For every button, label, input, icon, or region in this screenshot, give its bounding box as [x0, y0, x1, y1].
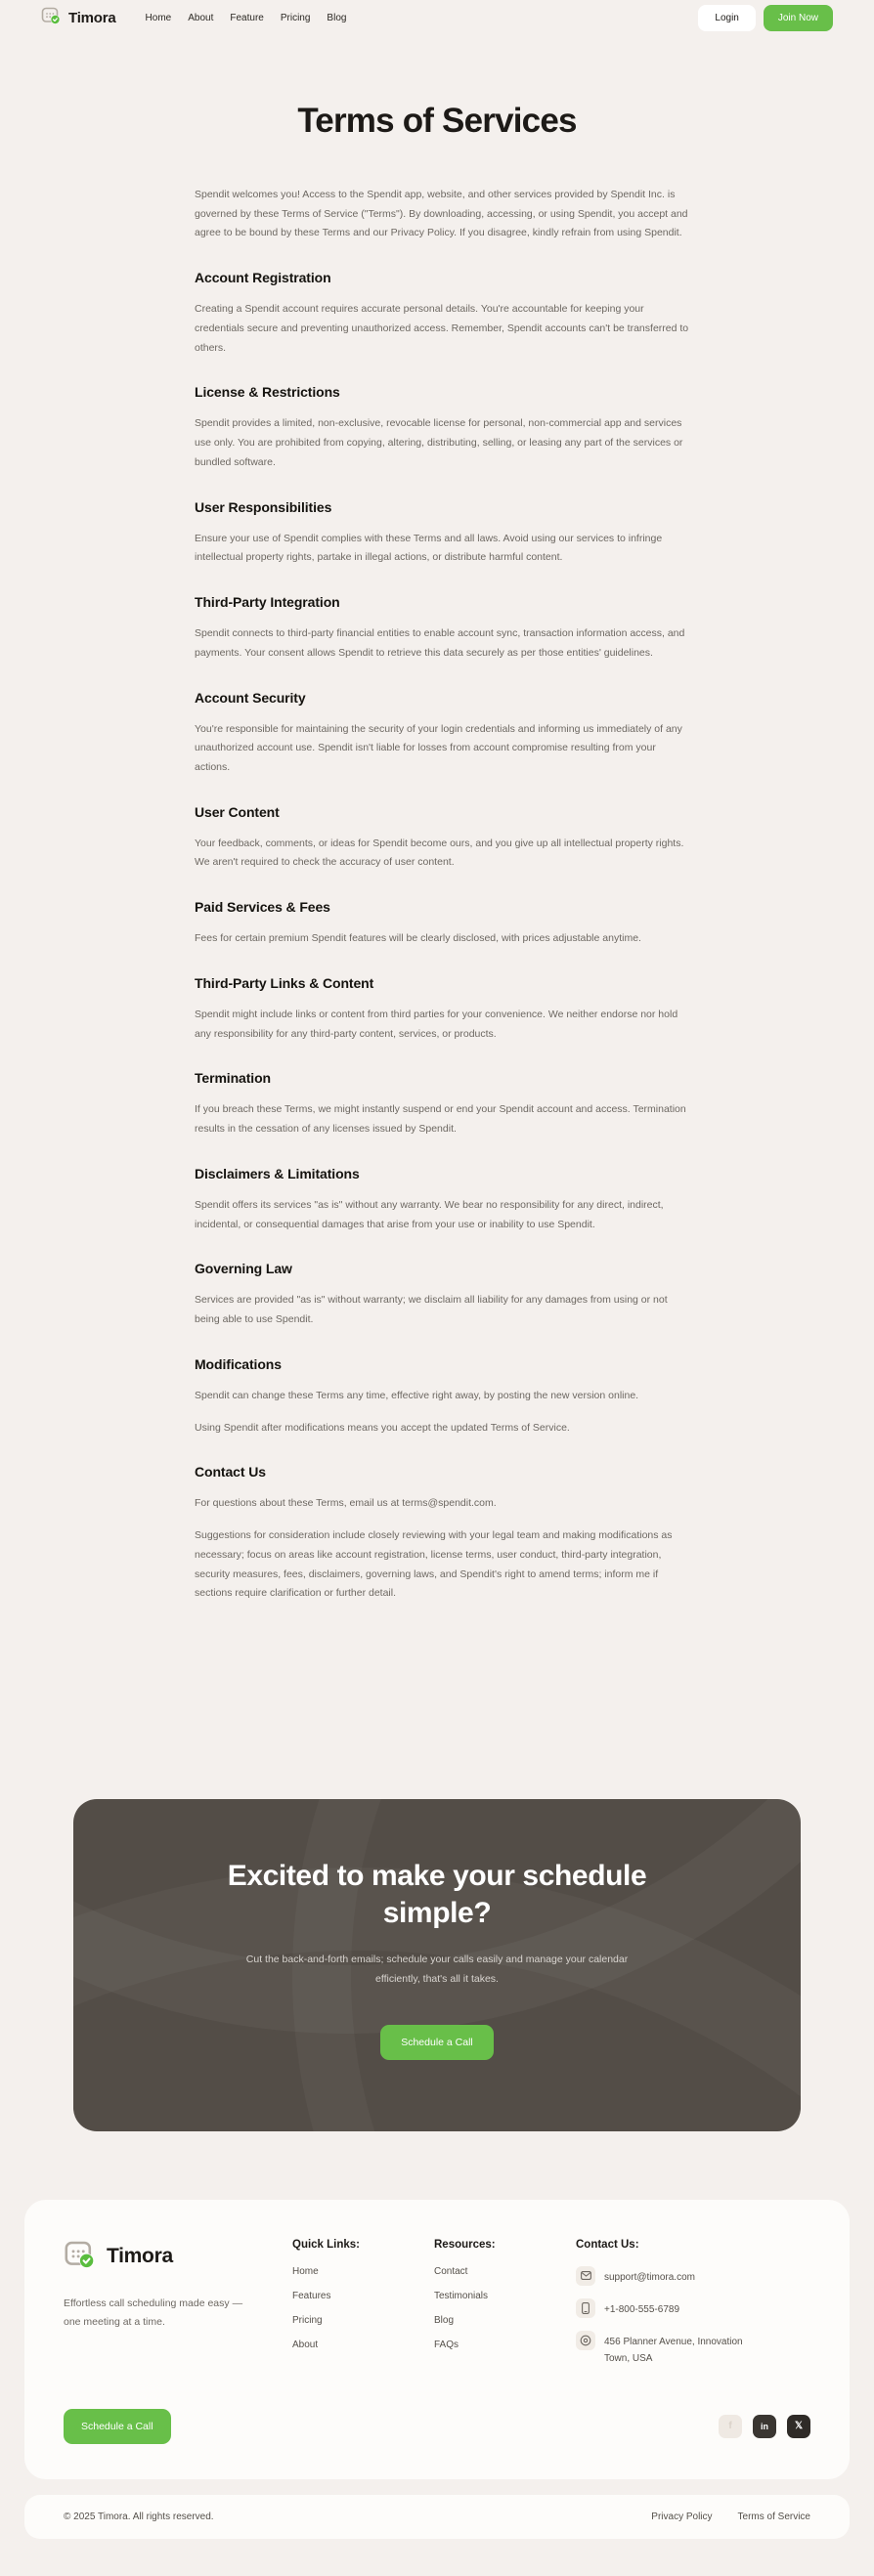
terms-section-termination [195, 1070, 693, 1138]
footer-top [64, 2239, 810, 2380]
calendar-check-logo-icon [64, 2239, 99, 2275]
facebook-icon[interactable]: f [719, 2415, 742, 2438]
intro-paragraph: Spendit welcomes you! Access to the Spendit app, website, and other services provided by Spendit Inc. is governed by these Terms of Service ("Terms"). By downloading, accessing, or using Spendit, you accept and agree to be bound by these Terms and our Privacy Policy. If you disagree, kindly refrain from using Spendit. [195, 189, 688, 239]
section-heading: Termination [195, 1070, 271, 1087]
section-heading: Contact Us [195, 1464, 266, 1481]
footer-link-columns [292, 2239, 810, 2380]
section-paragraph: Spendit connects to third-party financial entities to enable account sync, transaction information access, and payments. Your consent allows Spendit to retrieve this data securely as per those entities' guidelines. [195, 627, 685, 659]
brand-name: Timora [68, 9, 116, 26]
header-actions [698, 5, 833, 31]
footer-link-pricing[interactable]: Pricing [292, 2314, 323, 2326]
footer-schedule-call-button[interactable]: Schedule a Call [64, 2409, 171, 2444]
section-heading: User Responsibilities [195, 498, 332, 515]
contact-text: +1-800-555-6789 [604, 2303, 680, 2315]
terms-section-license-restrictions [195, 384, 693, 472]
main-nav [146, 13, 347, 23]
brand-logo[interactable] [41, 6, 116, 30]
section-paragraph: Spendit provides a limited, non-exclusive, revocable license for personal, non-commercial app and services use only. You are prohibited from copying, altering, distributing, selling, or leasing any part of the services or bundled software. [195, 417, 683, 468]
social-links [719, 2415, 810, 2438]
section-paragraph: Using Spendit after modifications means you accept the updated Terms of Service. [195, 1421, 570, 1434]
section-heading: License & Restrictions [195, 384, 340, 401]
terms-section-contact-us [195, 1464, 693, 1604]
footer-link-about[interactable]: About [292, 2339, 319, 2350]
terms-section-third-party-links-content [195, 975, 693, 1044]
nav-item-blog[interactable]: Blog [327, 12, 347, 23]
nav-item-home[interactable]: Home [145, 12, 172, 23]
section-heading: Paid Services & Fees [195, 899, 330, 916]
phone-icon [576, 2298, 595, 2318]
linkedin-icon[interactable]: in [753, 2415, 776, 2438]
footer-link-contact[interactable]: Contact [434, 2265, 468, 2277]
section-heading: Third-Party Integration [195, 594, 340, 611]
section-paragraph: Creating a Spendit account requires accurate personal details. You're accountable for keeping your credentials secure and preventing unauthorized access. Remember, Spendit accounts can't be transferred to others. [195, 303, 689, 354]
section-heading: Third-Party Links & Content [195, 974, 374, 991]
legal-link-privacy-policy[interactable]: Privacy Policy [651, 2511, 713, 2522]
x-icon[interactable]: 𝕏 [787, 2415, 810, 2438]
contact-item-location[interactable] [576, 2331, 810, 2367]
nav-item-about[interactable]: About [188, 12, 214, 23]
schedule-call-button[interactable]: Schedule a Call [380, 2025, 494, 2060]
footer-brand-block [64, 2239, 292, 2380]
legal-links [651, 2512, 810, 2522]
terms-section-user-responsibilities [195, 499, 693, 568]
terms-section-account-security [195, 690, 693, 778]
section-paragraph: You're responsible for maintaining the security of your login credentials and informing us immediately of any unauthorized account use. Spendit isn't liable for losses from account compromise resulting from your actions. [195, 722, 682, 774]
login-button[interactable]: Login [698, 5, 755, 31]
footer-link-blog[interactable]: Blog [434, 2314, 455, 2326]
contact-item-mail[interactable] [576, 2266, 810, 2286]
terms-section-governing-law [195, 1261, 693, 1329]
terms-section-account-registration [195, 270, 693, 358]
section-paragraph: Suggestions for consideration include closely reviewing with your legal team and making modifications as necessary; focus on areas like account registration, license terms, user conduct, third-party integration, security measures, fees, disclaimers, governing laws, and Spendit's right to amend terms; inform me if sections require clarification or further detail. [195, 1529, 673, 1600]
footer-link-home[interactable]: Home [292, 2265, 319, 2277]
footer-brand-name: Timora [107, 2245, 173, 2268]
section-paragraph: Ensure your use of Spendit complies with these Terms and all laws. Avoid using our services to infringe intellectual property rights, partake in illegal actions, or distribute harmful content. [195, 532, 663, 564]
terms-sections [195, 270, 693, 1604]
footer-col-quick-links [292, 2239, 434, 2380]
footer-col-resources [434, 2239, 576, 2380]
terms-section-paid-services-fees [195, 899, 693, 949]
section-heading: Modifications [195, 1355, 282, 1372]
footer-col-title: Quick Links: [292, 2238, 361, 2251]
cta-banner [73, 1799, 801, 2131]
terms-content [195, 186, 693, 1604]
mail-icon [576, 2266, 595, 2286]
cta-subtitle: Cut the back-and-forth emails; schedule your calls easily and manage your calendar efficiently, that's all it takes. [245, 1953, 629, 1985]
cta-title: Excited to make your schedule simple? [227, 1859, 647, 1930]
footer [24, 2200, 850, 2479]
join-now-button[interactable]: Join Now [764, 5, 833, 31]
terms-section-disclaimers-limitations [195, 1166, 693, 1234]
contact-text: support@timora.com [604, 2271, 695, 2283]
section-paragraph: If you breach these Terms, we might instantly suspend or end your Spendit account and access. Termination results in the cessation of any licenses issued by Spendit. [195, 1103, 686, 1136]
calendar-check-logo-icon [41, 6, 63, 30]
location-icon [576, 2331, 595, 2350]
copyright-text: © 2025 Timora. All rights reserved. [64, 2511, 214, 2522]
section-paragraph: Fees for certain premium Spendit features will be clearly disclosed, with prices adjustable anytime. [195, 932, 641, 945]
nav-item-pricing[interactable]: Pricing [280, 12, 311, 23]
section-heading: Disclaimers & Limitations [195, 1165, 360, 1181]
footer-col-contact [576, 2239, 810, 2380]
terms-section-modifications [195, 1356, 693, 1438]
header [0, 0, 874, 35]
contact-text: 456 Planner Avenue, Innovation Town, USA [604, 2336, 743, 2364]
terms-section-third-party-integration [195, 594, 693, 663]
main-content [0, 102, 874, 2131]
section-paragraph: Spendit can change these Terms any time, effective right away, by posting the new version online. [195, 1389, 639, 1401]
section-paragraph: Spendit might include links or content from third parties for your convenience. We neither endorse nor hold any responsibility for any third-party content, services, or products. [195, 1008, 678, 1040]
section-paragraph: Spendit offers its services "as is" without any warranty. We bear no responsibility for any direct, indirect, incidental, or consequential damages that arise from your use or inability to use Spendit. [195, 1198, 664, 1230]
section-heading: Account Registration [195, 270, 331, 286]
footer-link-testimonials[interactable]: Testimonials [434, 2290, 489, 2301]
footer-col-title: Resources: [434, 2238, 496, 2251]
nav-item-feature[interactable]: Feature [230, 12, 264, 23]
terms-section-user-content [195, 804, 693, 873]
quick-links-list [292, 2266, 434, 2350]
section-paragraph: Services are provided "as is" without warranty; we disclaim all liability for any damages from using or not being able to use Spendit. [195, 1294, 668, 1326]
section-heading: Account Security [195, 689, 306, 706]
footer-link-faqs[interactable]: FAQs [434, 2339, 459, 2350]
resources-list [434, 2266, 576, 2350]
section-paragraph: For questions about these Terms, email us at terms@spendit.com. [195, 1497, 497, 1510]
section-paragraph: Your feedback, comments, or ideas for Spendit become ours, and you give up all intellectual property rights. We aren't required to check the accuracy of user content. [195, 837, 684, 869]
footer-tagline: Effortless call scheduling made easy — one meeting at a time. [64, 2297, 243, 2328]
section-heading: Governing Law [195, 1261, 292, 1277]
footer-col-title: Contact Us: [576, 2238, 639, 2251]
contact-item-phone[interactable] [576, 2298, 810, 2318]
contact-list [576, 2266, 810, 2367]
footer-bottom [64, 2409, 810, 2444]
page-title: Terms of Services [297, 102, 577, 140]
legal-link-terms-of-service[interactable]: Terms of Service [737, 2511, 810, 2522]
footer-link-features[interactable]: Features [292, 2290, 331, 2301]
section-heading: User Content [195, 803, 280, 820]
footer-brand-logo[interactable] [64, 2239, 292, 2275]
